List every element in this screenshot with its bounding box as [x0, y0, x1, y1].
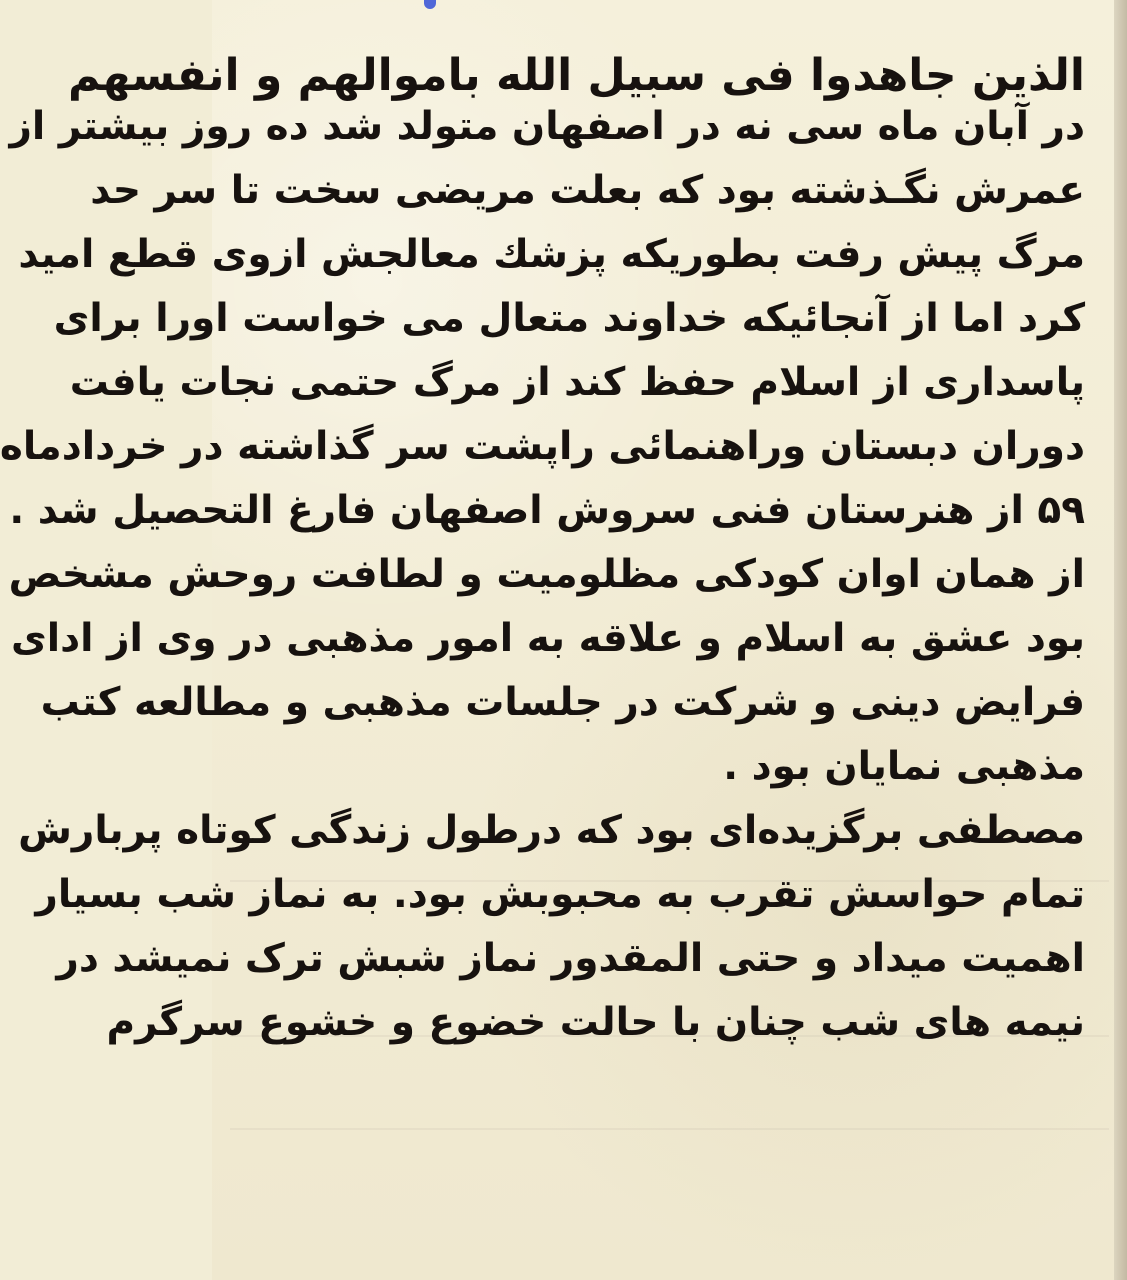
article-text-block	[0, 50, 1085, 1067]
body-line-3: مرگ پیش رفت بطوریکه پزشك معالجش ازوی قطع امید	[18, 232, 1085, 277]
bleed-through-line	[230, 1128, 1109, 1130]
page-edge-strip	[1114, 0, 1127, 1280]
body-line-7: ۵۹ از هنرستان فنی سروش اصفهان فارغ التحصیل شد .	[9, 488, 1085, 533]
body-line-2: عمرش نگـذشته بود که بعلت مریضی سخت تا سر حد	[90, 168, 1085, 213]
body-line-5: پاسداری از اسلام حفظ کند از مرگ حتمی نجات یافت	[69, 360, 1085, 405]
blue-ink-mark	[424, 0, 436, 9]
body-line-15: نیمه های شب چنان با حالت خضوع و خشوع سرگرم	[106, 1000, 1085, 1045]
body-line-9: بود عشق به اسلام و علاقه به امور مذهبی در وی از ادای	[11, 616, 1085, 661]
body-line-4: کرد اما از آنجائیکه خداوند متعال می خواست اورا برای	[53, 296, 1085, 341]
body-line-12: مصطفی برگزیده‌ای بود که درطول زندگی کوتاه پربارش	[18, 808, 1085, 853]
body-line-1: در آبان ماه سی نه در اصفهان متولد شد ده روز بیشتر از	[9, 104, 1085, 149]
body-line-13: تمام حواسش تقرب به محبوبش بود. به نماز شب بسیار	[35, 872, 1085, 917]
body-line-8: از همان اوان کودکی مظلومیت و لطافت روحش مشخص	[8, 552, 1085, 597]
heading-line: الذین جاهدوا فی سبیل الله باموالهم و انفسهم	[68, 50, 1085, 101]
body-line-14: اهمیت میداد و حتی المقدور نماز شبش ترک نمیشد در	[56, 936, 1085, 981]
body-line-10: فرایض دینی و شرکت در جلسات مذهبی و مطالعه کتب	[40, 680, 1085, 725]
body-line-11: مذهبی نمایان بود .	[723, 744, 1085, 789]
body-line-6: دوران دبستان وراهنمائی راپشت سر گذاشته در خردادماه	[0, 424, 1085, 469]
